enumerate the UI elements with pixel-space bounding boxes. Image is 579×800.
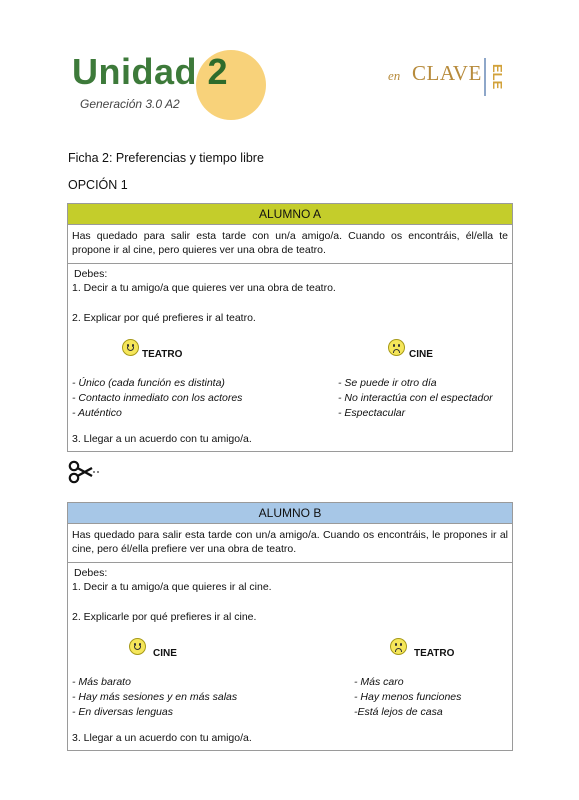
card-b-debes: Debes: bbox=[74, 567, 108, 579]
brand-suffix: ELE bbox=[490, 64, 505, 90]
card-a-happy-item: - Auténtico bbox=[72, 407, 122, 419]
unit-subtitle: Generación 3.0 A2 bbox=[80, 97, 180, 111]
happy-face-icon bbox=[122, 339, 139, 356]
card-a-sad-item: - Espectacular bbox=[338, 407, 406, 419]
unit-logo bbox=[68, 45, 248, 125]
ficha-title: Ficha 2: Preferencias y tiempo libre bbox=[68, 151, 264, 165]
card-a-task-2: 2. Explicar por qué prefieres ir al teatro. bbox=[72, 312, 256, 324]
card-a-debes: Debes: bbox=[74, 268, 108, 280]
brand-name: CLAVE bbox=[412, 61, 482, 85]
card-b-happy-item: - Hay más sesiones y en más salas bbox=[72, 691, 238, 703]
brand-divider bbox=[484, 58, 486, 96]
card-a-happy-label: TEATRO bbox=[142, 349, 183, 360]
card-b-happy-item: - En diversas lenguas bbox=[72, 706, 173, 718]
sad-face-icon bbox=[388, 339, 405, 356]
brand-prefix: en bbox=[388, 68, 401, 83]
card-a-happy-item: - Contacto inmediato con los actores bbox=[72, 392, 243, 404]
card-b-header: ALUMNO B bbox=[68, 503, 512, 524]
scissors-icon bbox=[68, 459, 102, 485]
card-b-sad-item: -Está lejos de casa bbox=[354, 706, 443, 718]
card-alumno-b bbox=[67, 502, 513, 751]
card-b-task-1: 1. Decir a tu amigo/a que quieres ir al cine. bbox=[72, 581, 272, 593]
card-b-task-2: 2. Explicarle por qué prefieres ir al cine. bbox=[72, 611, 257, 623]
happy-face-icon bbox=[129, 638, 146, 655]
card-a-body bbox=[68, 264, 512, 454]
card-a-sad-item: - Se puede ir otro día bbox=[338, 377, 437, 389]
card-b-sad-item: - Más caro bbox=[354, 676, 404, 688]
card-alumno-a bbox=[67, 203, 513, 452]
brand-logo bbox=[388, 56, 508, 96]
sad-face-icon bbox=[390, 638, 407, 655]
card-a-sad-item: - No interactúa con el espectador bbox=[338, 392, 493, 404]
unit-title-number: 2 bbox=[207, 51, 229, 92]
card-b-task-3: 3. Llegar a un acuerdo con tu amigo/a. bbox=[72, 732, 252, 744]
card-b-intro: Has quedado para salir esta tarde con un/a amigo/a. Cuando os encontráis, le propones ir al cine, pero él/ella prefiere ver una obra de teatro. bbox=[68, 524, 512, 563]
card-b-sad-label: TEATRO bbox=[414, 648, 455, 659]
card-b-happy-label: CINE bbox=[153, 648, 177, 659]
unit-title bbox=[72, 51, 228, 93]
unit-title-word: Unidad bbox=[72, 51, 197, 92]
card-b-sad-item: - Hay menos funciones bbox=[354, 691, 462, 703]
card-a-task-3: 3. Llegar a un acuerdo con tu amigo/a. bbox=[72, 433, 252, 445]
card-a-happy-item: - Único (cada función es distinta) bbox=[72, 377, 225, 389]
card-a-sad-label: CINE bbox=[409, 349, 433, 360]
card-b-happy-item: - Más barato bbox=[72, 676, 131, 688]
card-a-intro: Has quedado para salir esta tarde con un/a amigo/a. Cuando os encontráis, él/ella te propone ir al cine, pero quieres ver una obra de teatro. bbox=[68, 225, 512, 264]
option-title: OPCIÓN 1 bbox=[68, 178, 128, 192]
card-a-header: ALUMNO A bbox=[68, 204, 512, 225]
card-b-body bbox=[68, 563, 512, 753]
card-a-task-1: 1. Decir a tu amigo/a que quieres ver una obra de teatro. bbox=[72, 282, 336, 294]
